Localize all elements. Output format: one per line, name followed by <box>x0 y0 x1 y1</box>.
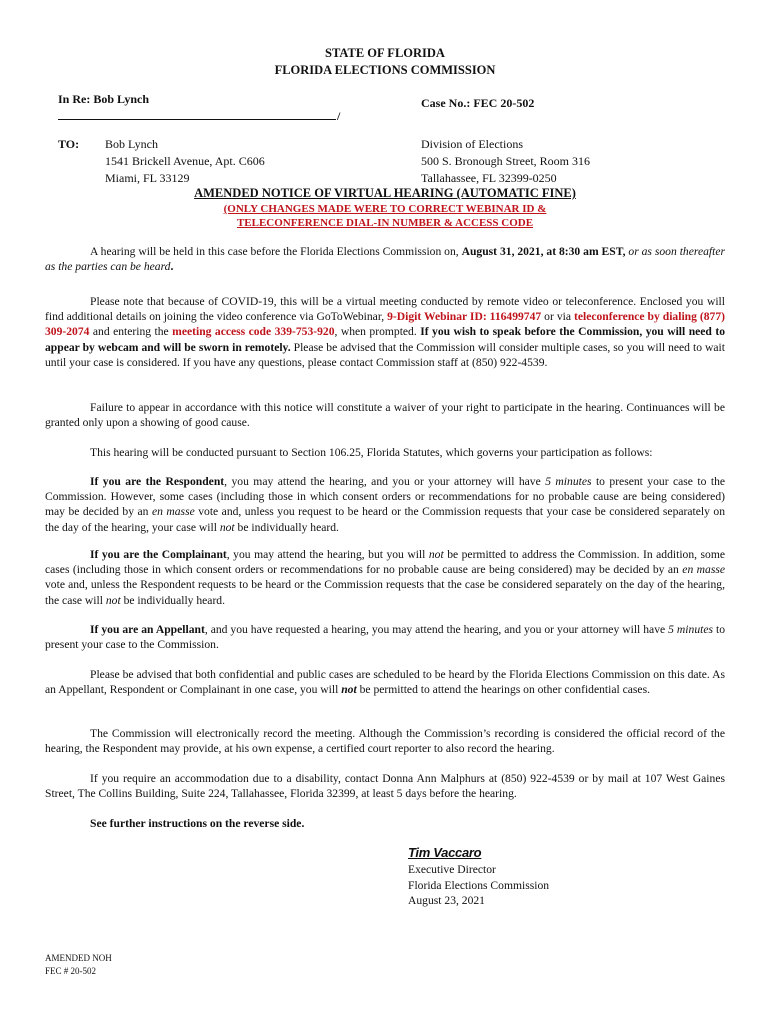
text: Please note that because of COVID-19, this will be a virtual meeting conducted by remote video or teleconference. Enclosed you will find additional details on joining the video conference via GoToWebinar, <box>45 295 725 324</box>
caption-rule <box>58 119 336 120</box>
in-re-caption: In Re: Bob Lynch <box>58 92 150 106</box>
division-line: Division of Elections <box>421 137 523 151</box>
division-address <box>421 136 590 187</box>
paragraph-complainant <box>45 547 725 608</box>
signature-date: August 23, 2021 <box>408 894 485 907</box>
paragraph-covid <box>45 294 725 370</box>
text: Please be advised that both confidential and public cases are scheduled to be heard by the Florida Elections Commission on this date. As an Appellant, Respondent or Complainant in one case, you will <box>45 668 725 697</box>
text: be individually heard. <box>234 520 339 534</box>
text: . <box>170 260 174 274</box>
caption-slash: / <box>337 109 341 123</box>
header-commission: FLORIDA ELECTIONS COMMISSION <box>274 63 496 77</box>
paragraph-recording: The Commission will electronically record the meeting. Although the Commission’s recording is considered the official record of the hearing, the Respondent may provide, at his own expense, a certified court reporter to also record the hearing. <box>45 727 725 756</box>
notice-subtitle-1: (ONLY CHANGES MADE WERE TO CORRECT WEBINAR ID & <box>223 203 547 215</box>
text: , and you have requested a hearing, you may attend the hearing, and you or your attorney will have <box>204 623 669 636</box>
text: vote and, unless the Respondent requests to be heard or the Commission requests that the case be considered separately on the day of the hearing, the case will <box>45 578 725 607</box>
division-line: Tallahassee, FL 32399-0250 <box>421 171 557 185</box>
to-label: TO: <box>58 137 80 151</box>
recipient-line: Miami, FL 33129 <box>105 171 190 185</box>
text: 5 minutes <box>545 475 592 488</box>
text: or as soon thereafter as the parties can be heard <box>45 245 725 274</box>
webinar-id: 9-Digit Webinar ID: 116499747 <box>387 310 542 324</box>
paragraph-hearing-date <box>45 244 725 274</box>
text: to present your case to the Commission. However, some cases (including those in which consent orders or recommendations for no probable cause are being considered) may be decided by an <box>45 475 726 519</box>
notice-subtitle-2: TELECONFERENCE DIAL-IN NUMBER & ACCESS CODE <box>236 217 534 229</box>
text: vote and, unless you request to be heard or the Commission requests that your case be considered separately on the day of the hearing, your case will <box>45 505 725 534</box>
text: en masse <box>151 505 195 519</box>
signer-org: Florida Elections Commission <box>408 878 550 892</box>
division-line: 500 S. Bronough Street, Room 316 <box>421 154 591 168</box>
text: to present your case to the Commission. <box>45 623 726 652</box>
text: Please be advised that the Commission will consider multiple cases, so you will need to wait until your case is considered. If you have any questions, please contact Commission staff at (850) 922-4539. <box>45 340 725 369</box>
paragraph-failure: Failure to appear in accordance with this notice will constitute a waiver of your right to participate in the hearing. Continuances will be granted only upon a showing of good cause. <box>45 401 725 430</box>
hearing-date: August 31, 2021, at 8:30 am EST, <box>461 245 626 258</box>
text: and entering the <box>89 325 173 339</box>
text: If you wish to speak before the Commission, you will need to appear by webcam and will be sworn in remotely. <box>45 325 725 354</box>
text: not <box>428 548 444 561</box>
signature: Tim Vaccaro <box>408 845 482 860</box>
text: If you are the Respondent <box>90 475 225 488</box>
header-state: STATE OF FLORIDA <box>325 46 445 60</box>
text: A hearing will be held in this case before the Florida Elections Commission on, <box>90 245 462 258</box>
text: be permitted to attend the hearings on other confidential cases. <box>356 683 650 697</box>
text: If you are an Appellant <box>90 623 205 636</box>
teleconference-number: teleconference by dialing (877) 309-2074 <box>45 310 726 339</box>
footer-doc-type: AMENDED NOH <box>45 953 112 963</box>
paragraph-confidential <box>45 667 725 697</box>
text: be individually heard. <box>120 593 226 607</box>
text: be permitted to address the Commission. In addition, some cases (including those in which consent orders or recommendations for no probable cause are being considered) may be decided by an <box>45 548 725 577</box>
paragraph-accommodation: If you require an accommodation due to a disability, contact Donna Ann Malphurs at (850) 922-4539 or by mail at 107 West Gaines Street, The Collins Building, Suite 224, Tallahassee, Florida 32399, at least 5 days before the hearing. <box>45 772 725 801</box>
access-code: meeting access code 339-753-920 <box>172 325 335 339</box>
text: not <box>105 593 121 607</box>
text: , when prompted. <box>334 325 421 339</box>
text: 5 minutes <box>668 623 713 636</box>
recipient-line: 1541 Brickell Avenue, Apt. C606 <box>105 154 265 168</box>
text: or via <box>541 310 574 324</box>
signer-title: Executive Director <box>408 863 496 876</box>
text: , you may attend the hearing, but you will <box>226 548 429 561</box>
paragraph-respondent <box>45 474 725 535</box>
paragraph-section: This hearing will be conducted pursuant to Section 106.25, Florida Statutes, which governs your participation as follows: <box>90 446 653 459</box>
text: If you are the Complainant <box>90 548 227 561</box>
recipient-line: Bob Lynch <box>105 137 158 151</box>
signature-block <box>408 862 549 909</box>
case-number: Case No.: FEC 20-502 <box>421 96 535 110</box>
paragraph-appellant <box>45 622 725 652</box>
footer-case-number: FEC # 20-502 <box>45 966 97 976</box>
notice-title: AMENDED NOTICE OF VIRTUAL HEARING (AUTOMATIC FINE) <box>194 186 576 200</box>
recipient-address <box>105 136 265 187</box>
reverse-side-note: See further instructions on the reverse side. <box>90 817 305 830</box>
text: not <box>219 520 235 534</box>
text: , you may attend the hearing, and you or your attorney will have <box>224 475 546 488</box>
text: en masse <box>682 563 726 577</box>
text: not <box>341 683 357 697</box>
